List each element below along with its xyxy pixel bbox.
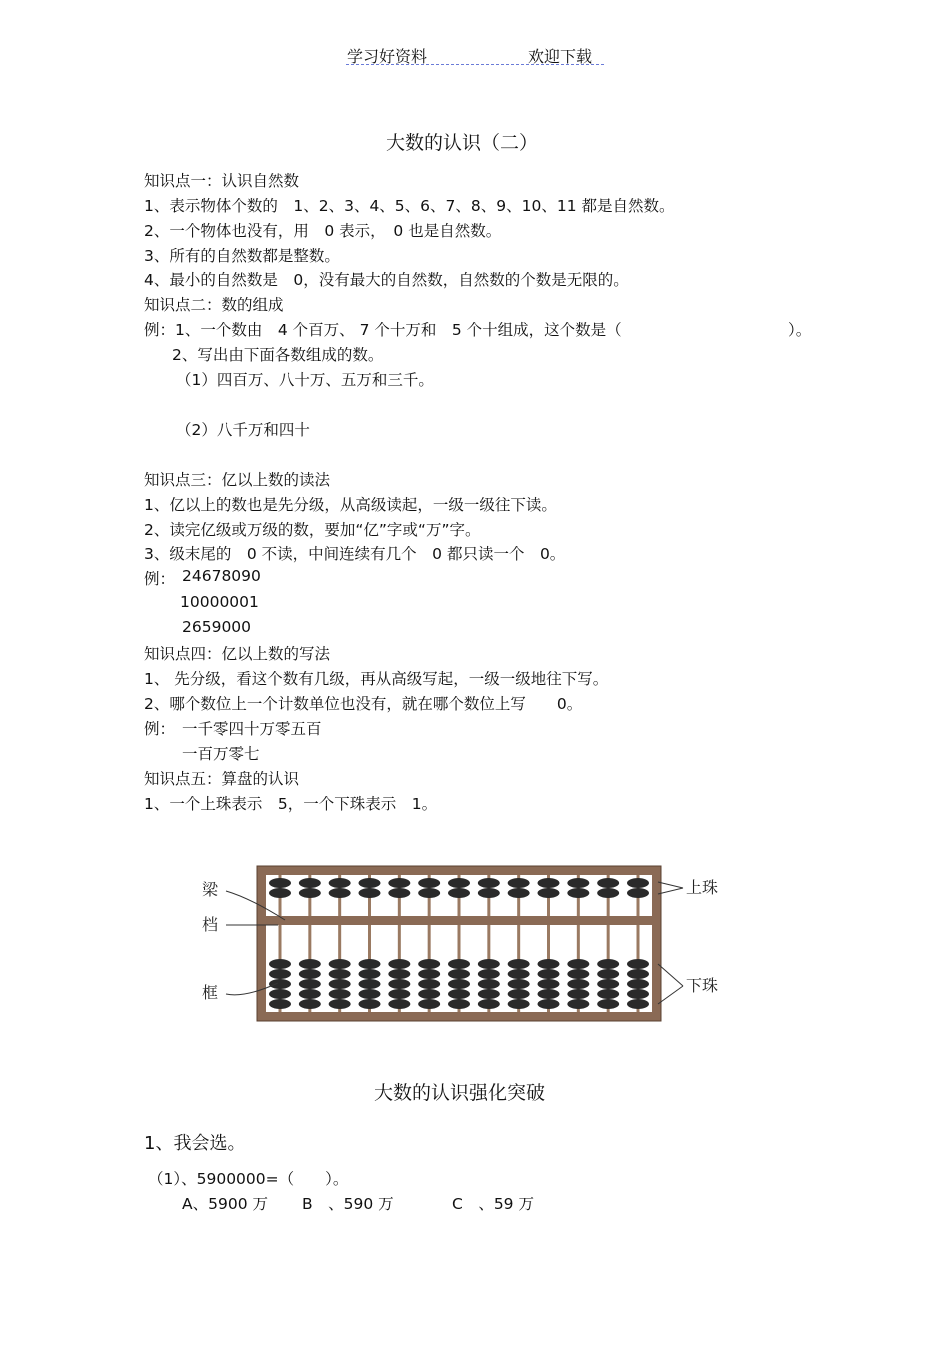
lower-bead xyxy=(567,979,589,989)
upper-bead xyxy=(299,888,321,898)
lower-bead xyxy=(627,989,649,999)
lower-bead xyxy=(478,989,500,999)
lower-bead xyxy=(627,969,649,979)
lower-bead xyxy=(448,989,470,999)
lower-bead xyxy=(478,969,500,979)
question1-heading: 1、我会选。 xyxy=(144,1133,246,1154)
lower-bead xyxy=(538,979,560,989)
kp2-example1-close: ）。 xyxy=(788,321,812,339)
lower-bead xyxy=(627,959,649,969)
lower-bead xyxy=(597,999,619,1009)
upper-bead xyxy=(388,888,410,898)
question1-item1: （1）、5900000=（ ）。 xyxy=(148,1170,349,1188)
abacus-label-beam: 梁 xyxy=(202,880,219,899)
option-a: A、5900 万 xyxy=(182,1195,268,1213)
lower-bead xyxy=(508,969,530,979)
upper-bead xyxy=(299,878,321,888)
upper-bead xyxy=(478,888,500,898)
upper-bead xyxy=(567,878,589,888)
lower-bead xyxy=(299,989,321,999)
lower-bead xyxy=(567,969,589,979)
lower-bead xyxy=(329,979,351,989)
upper-bead xyxy=(418,878,440,888)
option-b: B 、590 万 xyxy=(302,1195,394,1213)
kp1-line3: 3、所有的自然数都是整数。 xyxy=(144,247,340,265)
lower-bead xyxy=(508,979,530,989)
kp1-line4: 4、最小的自然数是 0，没有最大的自然数，自然数的个数是无限的。 xyxy=(144,271,629,289)
lower-bead xyxy=(299,969,321,979)
lower-bead xyxy=(508,959,530,969)
kp4-example1: 一千零四十万零五百 xyxy=(182,720,322,738)
lower-bead xyxy=(269,999,291,1009)
upper-bead xyxy=(478,878,500,888)
lower-bead xyxy=(567,959,589,969)
kp4-line1: 1、 先分级，看这个数有几级，再从高级写起，一级一级地往下写。 xyxy=(144,670,609,688)
lower-bead xyxy=(269,979,291,989)
lower-bead xyxy=(359,989,381,999)
kp3-example3: 2659000 xyxy=(182,618,252,636)
lower-bead xyxy=(359,999,381,1009)
lower-bead xyxy=(597,969,619,979)
lower-bead xyxy=(299,999,321,1009)
upper-bead xyxy=(269,878,291,888)
lower-bead xyxy=(388,959,410,969)
kp2-example2: 2、写出由下面各数组成的数。 xyxy=(172,346,384,364)
lower-bead xyxy=(448,979,470,989)
lower-bead xyxy=(388,989,410,999)
kp3-example1: 24678090 xyxy=(182,567,261,585)
lower-bead xyxy=(597,979,619,989)
section2-title: 大数的认识强化突破 xyxy=(374,1082,546,1104)
abacus-figure xyxy=(190,858,750,1028)
abacus-label-rod: 档 xyxy=(202,915,219,934)
lower-bead xyxy=(627,999,649,1009)
header-divider xyxy=(346,64,604,65)
lower-bead xyxy=(627,979,649,989)
upper-bead xyxy=(538,888,560,898)
lower-bead xyxy=(418,999,440,1009)
kp1-line1: 1、表示物体个数的 1、2、3、4、5、6、7、8、9、10、11 都是自然数。 xyxy=(144,197,675,215)
kp5-heading: 知识点五：算盘的认识 xyxy=(144,770,300,788)
kp3-heading: 知识点三：亿以上数的读法 xyxy=(144,471,331,489)
kp2-example2-item2: （2）八千万和四十 xyxy=(176,421,310,439)
kp3-example-label: 例： xyxy=(144,570,176,588)
lower-bead xyxy=(478,979,500,989)
lower-bead xyxy=(269,989,291,999)
header-right: 欢迎下载 xyxy=(528,47,593,66)
kp4-heading: 知识点四：亿以上数的写法 xyxy=(144,645,331,663)
lower-bead xyxy=(418,979,440,989)
upper-bead xyxy=(597,878,619,888)
upper-bead xyxy=(567,888,589,898)
kp2-example1: 例：1、一个数由 4 个百万、 7 个十万和 5 个十组成，这个数是（ xyxy=(144,321,622,339)
kp3-line3: 3、级末尾的 0 不读，中间连续有几个 0 都只读一个 0。 xyxy=(144,545,566,563)
lower-bead xyxy=(329,959,351,969)
lower-bead xyxy=(567,989,589,999)
lower-bead xyxy=(538,959,560,969)
lower-bead xyxy=(329,969,351,979)
kp3-line1: 1、亿以上的数也是先分级，从高级读起，一级一级往下读。 xyxy=(144,496,557,514)
lower-bead xyxy=(359,979,381,989)
upper-bead xyxy=(508,888,530,898)
option-c: C 、59 万 xyxy=(452,1195,534,1213)
kp3-line2: 2、读完亿级或万级的数，要加“亿”字或“万”字。 xyxy=(144,521,481,539)
lower-bead xyxy=(418,969,440,979)
abacus-label-upper-bead: 上珠 xyxy=(686,878,719,897)
kp4-example2: 一百万零七 xyxy=(182,745,260,763)
upper-bead xyxy=(627,888,649,898)
lower-bead xyxy=(269,969,291,979)
upper-bead xyxy=(448,878,470,888)
lower-bead xyxy=(597,989,619,999)
upper-bead xyxy=(627,878,649,888)
lower-bead xyxy=(329,999,351,1009)
lower-bead xyxy=(478,999,500,1009)
lower-bead xyxy=(329,989,351,999)
kp1-heading: 知识点一：认识自然数 xyxy=(144,172,300,190)
lower-bead xyxy=(388,999,410,1009)
lower-bead xyxy=(538,999,560,1009)
upper-bead xyxy=(329,888,351,898)
kp5-line1: 1、一个上珠表示 5，一个下珠表示 1。 xyxy=(144,795,438,813)
abacus-beam xyxy=(266,916,652,925)
upper-bead xyxy=(448,888,470,898)
kp4-line2: 2、哪个数位上一个计数单位也没有，就在哪个数位上写 0。 xyxy=(144,695,583,713)
lower-bead xyxy=(388,969,410,979)
upper-bead xyxy=(269,888,291,898)
kp2-example2-item1: （1）四百万、八十万、五万和三千。 xyxy=(176,371,434,389)
lower-bead xyxy=(538,989,560,999)
lower-bead xyxy=(448,999,470,1009)
abacus-label-frame: 框 xyxy=(202,983,219,1002)
lower-bead xyxy=(448,969,470,979)
lower-bead xyxy=(538,969,560,979)
upper-bead xyxy=(538,878,560,888)
kp3-example2: 10000001 xyxy=(180,593,259,611)
lower-bead xyxy=(418,989,440,999)
lower-bead xyxy=(359,959,381,969)
kp1-line2: 2、一个物体也没有，用 0 表示， 0 也是自然数。 xyxy=(144,222,502,240)
lower-bead xyxy=(299,979,321,989)
kp2-heading: 知识点二：数的组成 xyxy=(144,296,284,314)
lower-bead xyxy=(597,959,619,969)
lower-bead xyxy=(508,999,530,1009)
lower-bead xyxy=(388,979,410,989)
lower-bead xyxy=(478,959,500,969)
lower-bead xyxy=(299,959,321,969)
page-title: 大数的认识（二） xyxy=(386,132,539,154)
abacus-label-lower-bead: 下珠 xyxy=(686,976,719,995)
upper-bead xyxy=(597,888,619,898)
lower-bead xyxy=(508,989,530,999)
upper-bead xyxy=(388,878,410,888)
upper-bead xyxy=(508,878,530,888)
lower-bead xyxy=(269,959,291,969)
lower-bead xyxy=(567,999,589,1009)
lower-bead xyxy=(359,969,381,979)
kp4-example-label: 例： xyxy=(144,720,176,738)
header-left: 学习好资料 xyxy=(347,47,428,66)
lower-bead xyxy=(418,959,440,969)
upper-bead xyxy=(359,888,381,898)
upper-bead xyxy=(418,888,440,898)
upper-bead xyxy=(359,878,381,888)
upper-bead xyxy=(329,878,351,888)
lower-bead xyxy=(448,959,470,969)
